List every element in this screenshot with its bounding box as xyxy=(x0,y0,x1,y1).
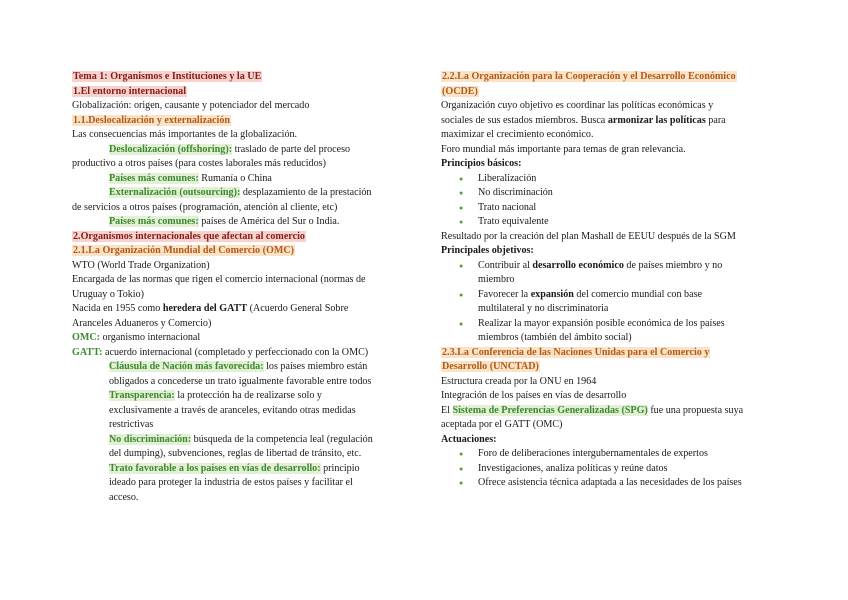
resultado-line: Resultado por la creación del plan Mashall de EEUU después de la SGM xyxy=(441,230,736,242)
section-2-3-title: 2.3.La Conferencia de las Naciones Unidas para el Comercio y xyxy=(442,346,710,358)
transparencia-line-cont2: restrictivas xyxy=(109,419,154,430)
wto-line: WTO (World Trade Organization) xyxy=(72,259,210,271)
externalizacion-countries: Países más comunes: países de América del Sur o India. xyxy=(109,216,340,227)
transparencia-line-cont: exclusivamente a través de aranceles, evitando otras medidas xyxy=(109,404,356,416)
left-column xyxy=(72,70,414,505)
nacida-line: Nacida en 1955 como heredera del GATT (Acuerdo General Sobre xyxy=(72,303,349,314)
section-2-2-title-cont: (OCDE) xyxy=(442,85,478,97)
gatt-line: GATT: acuerdo internacional (completado y perfeccionado con la OMC) xyxy=(72,346,369,358)
trato-favorable-line: Trato favorable a los países en vías de desarrollo: principio xyxy=(109,462,360,474)
nacida-line-cont: Aranceles Aduaneros y Comercio) xyxy=(72,317,212,329)
ocde-text-cont2: maximizar el crecimiento económico. xyxy=(441,129,594,140)
no-discriminacion-line: No discriminación: búsqueda de la competencia leal (regulación xyxy=(109,433,373,445)
section-1-1-text: Las consecuencias más importantes de la globalización. xyxy=(72,129,298,140)
actuaciones-list xyxy=(441,447,777,491)
list-item: ● Contribuir al desarrollo económico de países miembro y no miembro xyxy=(478,259,777,288)
section-2-1-title: 2.1.La Organización Mundial del Comercio (OMC) xyxy=(73,245,295,256)
clausula-line: Cláusula de Nación más favorecida: los países miembro están xyxy=(109,361,368,372)
list-item: ● No discriminación xyxy=(478,186,777,201)
externalizacion-definition: Externalización (outsourcing): desplazamiento de la prestación xyxy=(109,187,372,198)
deslocalizacion-definition-cont: productivo a otros países (para costes laborales más reducidos) xyxy=(72,158,326,169)
transparencia-line: Transparencia: la protección ha de realizarse solo y xyxy=(109,390,322,401)
objetivos-list xyxy=(441,259,777,346)
section-2-2-title: 2.2.La Organización para la Cooperación y el Desarrollo Económico xyxy=(442,71,736,82)
encargada-line: Encargada de las normas que rigen el comercio internacional (normas de xyxy=(72,274,366,285)
principios-list xyxy=(441,172,777,230)
section-2-title: 2.Organismos internacionales que afectan al comercio xyxy=(73,230,305,242)
trato-favorable-line-cont2: acceso. xyxy=(109,491,139,503)
list-item: ● Favorecer la expansión del comercio mundial con base multilateral y no discriminatoria xyxy=(478,288,777,317)
integracion-line: Integración de los países en vías de desarrollo xyxy=(441,390,627,401)
objetivos-label: Principales objetivos: xyxy=(441,245,534,256)
list-item: ● Realizar la mayor expansión posible económica de los países miembros (también del ámbito social) xyxy=(478,317,777,346)
spg-line: El Sistema de Preferencias Generalizadas (SPG) fue una propuesta suya xyxy=(441,404,744,416)
tema-title: Tema 1: Organismos e Instituciones y la UE xyxy=(73,71,262,82)
spg-line-cont: aceptada por el GATT (OMC) xyxy=(441,419,563,430)
section-1-title: 1.El entorno internacional xyxy=(73,85,186,97)
encargada-line-cont: Uruguay o Tokio) xyxy=(72,288,144,300)
deslocalizacion-countries: Países más comunes: Rumanía o China xyxy=(109,172,272,184)
section-2-3-title-cont: Desarrollo (UNCTAD) xyxy=(442,361,539,372)
omc-line: OMC: organismo internacional xyxy=(72,332,201,343)
right-column xyxy=(441,70,777,491)
no-discriminacion-line-cont: del dumping), subvenciones, reglas de libertad de tránsito, etc. xyxy=(109,448,362,459)
list-item: ● Investigaciones, analiza políticas y reúne datos xyxy=(478,462,777,477)
foro-line: Foro mundial más importante para temas de gran relevancia. xyxy=(441,143,686,155)
ocde-text-cont: sociales de sus estados miembros. Busca armonizar las políticas para xyxy=(441,114,726,126)
trato-favorable-line-cont: ideado para proteger la industria de estos países y facilitar el xyxy=(109,477,353,488)
list-item: ● Ofrece asistencia técnica adaptada a las necesidades de los países xyxy=(478,476,777,491)
list-item: ● Foro de deliberaciones intergubernamentales de expertos xyxy=(478,447,777,462)
ocde-text: Organización cuyo objetivo es coordinar las políticas económicas y xyxy=(441,100,714,111)
list-item: ● Trato equivalente xyxy=(478,215,777,230)
estructura-line: Estructura creada por la ONU en 1964 xyxy=(441,375,597,387)
deslocalizacion-definition: Deslocalización (offshoring): traslado de parte del proceso xyxy=(109,143,351,155)
clausula-line-cont: obligados a concederse un trato igualmente favorable entre todos xyxy=(109,375,372,387)
section-1-text: Globalización: origen, causante y potenciador del mercado xyxy=(72,100,310,111)
principios-label: Principios básicos: xyxy=(441,158,522,169)
section-1-1-title: 1.1.Deslocalización y externalización xyxy=(73,114,230,126)
actuaciones-label: Actuaciones: xyxy=(441,433,497,445)
list-item: ● Trato nacional xyxy=(478,201,777,216)
list-item: ● Liberalización xyxy=(478,172,777,187)
externalizacion-definition-cont: de servicios a otros países (programación, atención al cliente, etc) xyxy=(72,201,338,213)
